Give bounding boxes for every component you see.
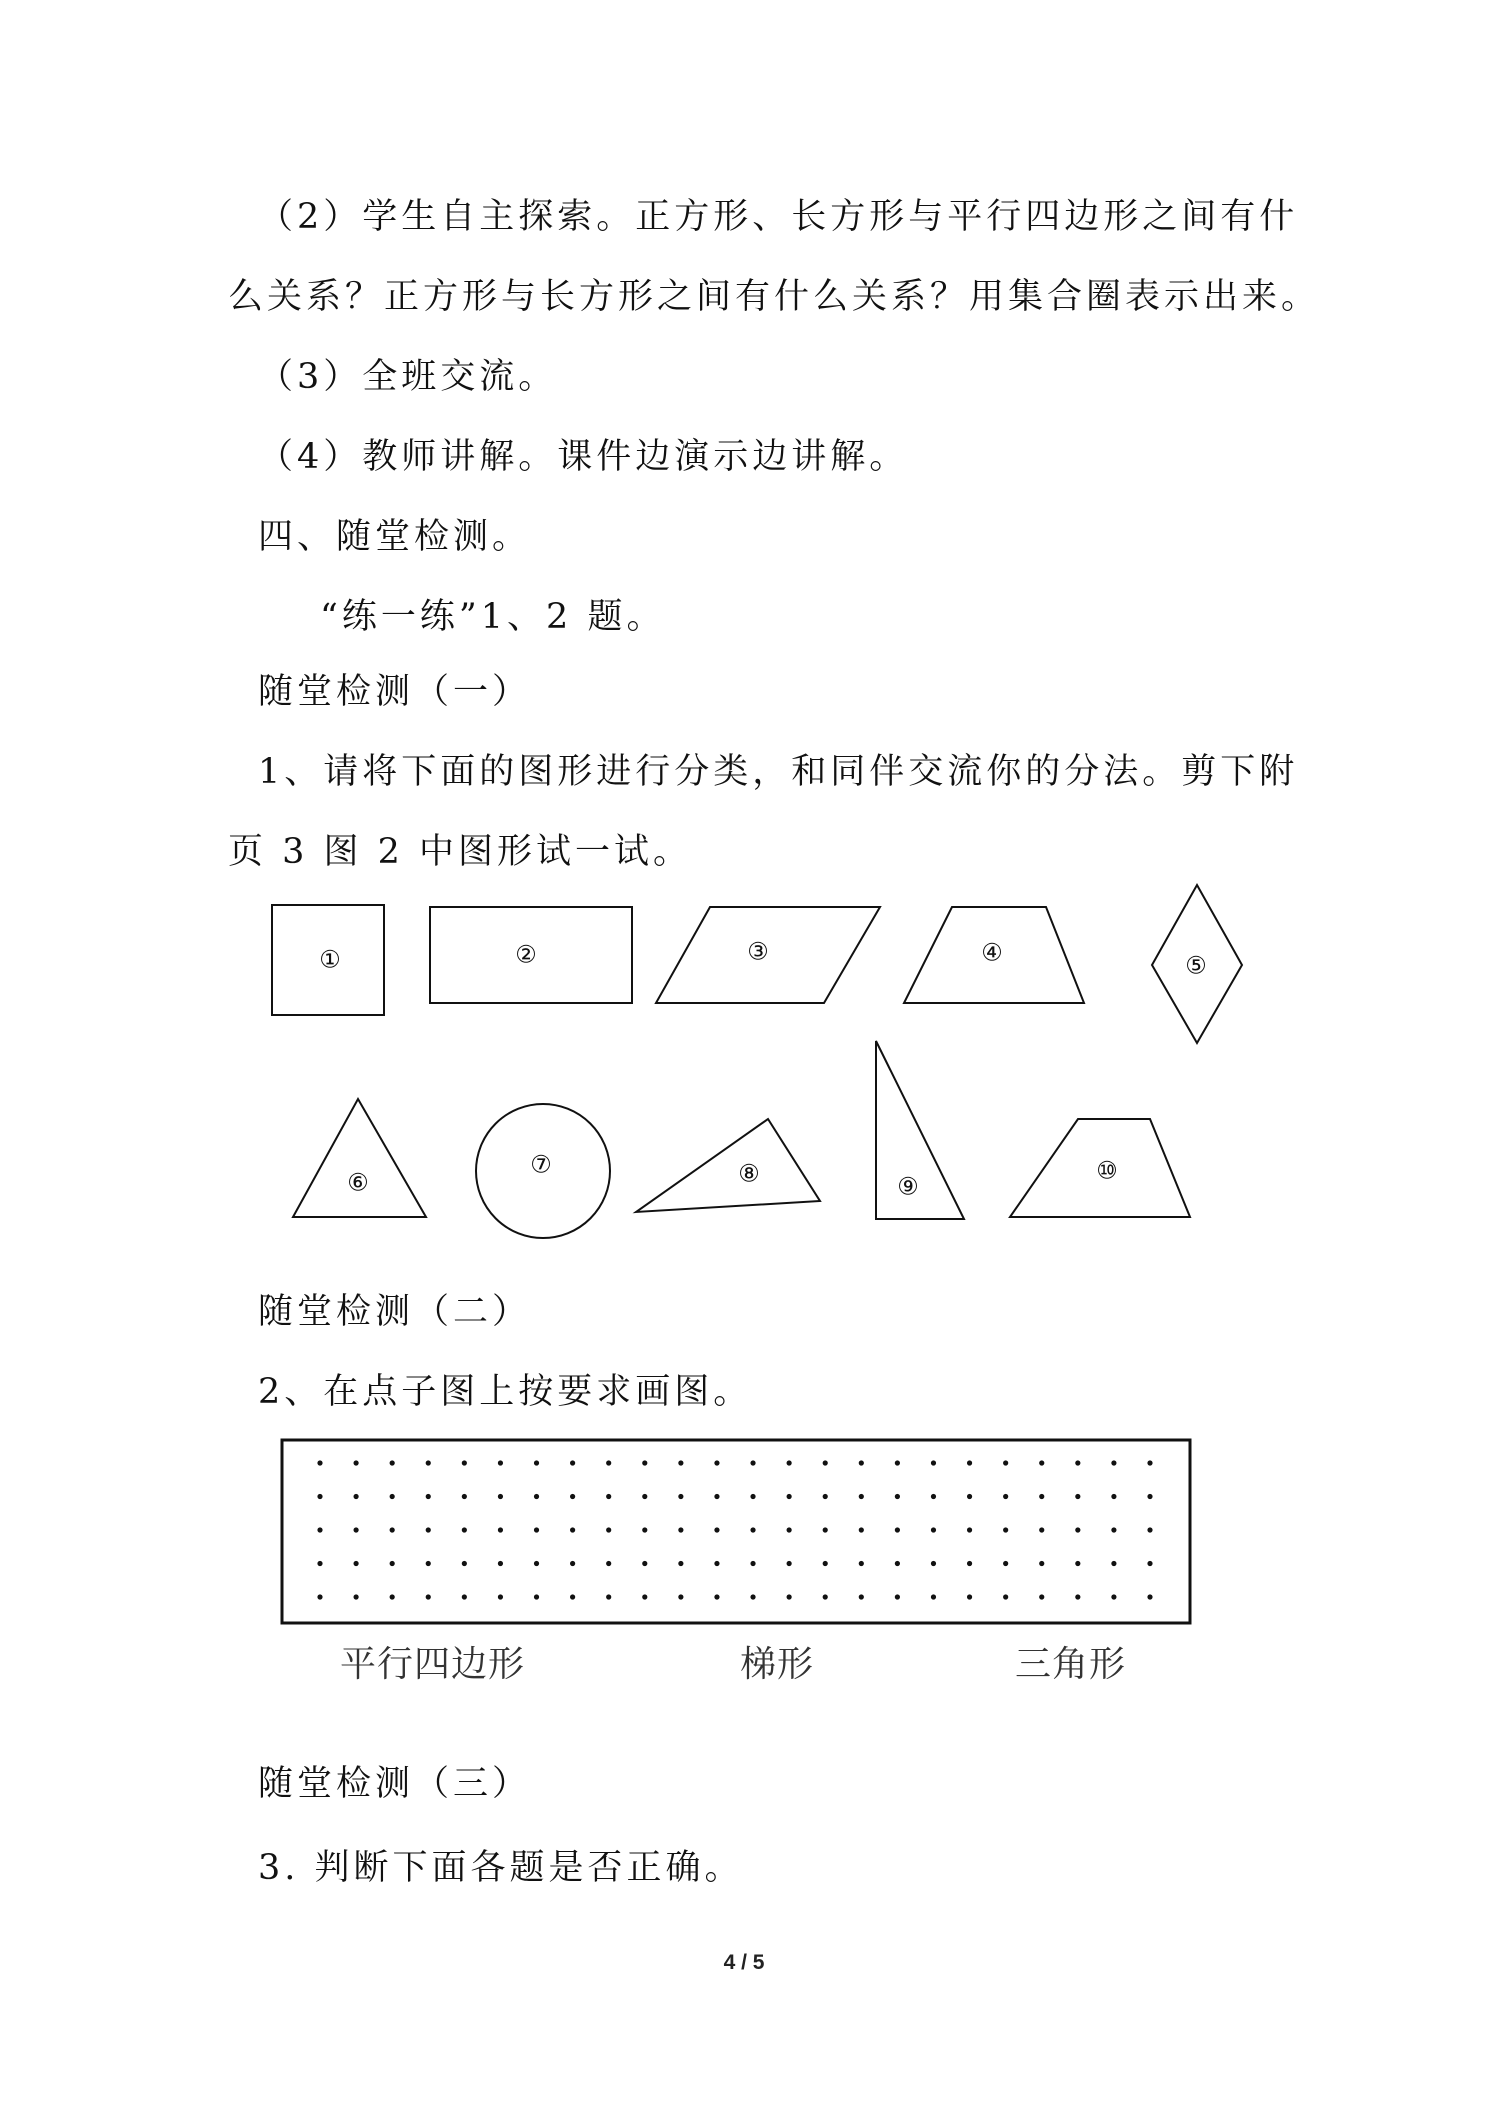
question-3: 3. 判断下面各题是否正确。 [258,1848,744,1888]
grid-dot [390,1494,395,1499]
grid-dot [426,1527,431,1532]
grid-dot [714,1460,719,1465]
grid-dot [606,1561,611,1566]
grid-dot [787,1527,792,1532]
shape-label-5: ⑤ [1185,951,1207,980]
shapes-figure [0,875,1488,1235]
grid-dot [1147,1494,1152,1499]
grid-dot [750,1460,755,1465]
grid-dot [642,1594,647,1599]
grid-dot [859,1594,864,1599]
grid-dot [967,1594,972,1599]
grid-dot [859,1527,864,1532]
grid-dot [967,1460,972,1465]
grid-dot [1003,1561,1008,1566]
grid-dot [895,1460,900,1465]
paragraph-step-2-line-2: 么关系？正方形与长方形之间有什么关系？用集合圈表示出来。 [228,277,1321,317]
grid-dot [534,1594,539,1599]
quiz-heading-2: 随堂检测（二） [258,1292,532,1332]
grid-dot [859,1494,864,1499]
grid-dot [426,1561,431,1566]
grid-dot [1111,1561,1116,1566]
grid-dot [931,1494,936,1499]
grid-dot [642,1460,647,1465]
question-1-line-2: 页 3 图 2 中图形试一试。 [228,832,693,872]
grid-dot [714,1594,719,1599]
grid-dot [787,1494,792,1499]
grid-dot [1147,1527,1152,1532]
practice-reference: “练一练”1、2 题。 [320,597,666,637]
grid-dot [353,1594,358,1599]
grid-dot [1039,1594,1044,1599]
grid-dot [750,1494,755,1499]
grid-dot [534,1527,539,1532]
grid-dot [714,1561,719,1566]
grid-dot [1111,1527,1116,1532]
grid-dot [678,1594,683,1599]
grid-dot [317,1527,322,1532]
caption-trapezoid: 梯形 [740,1644,815,1685]
grid-dot [1075,1527,1080,1532]
grid-dot [1147,1561,1152,1566]
grid-dot [750,1561,755,1566]
grid-dot [1075,1594,1080,1599]
grid-dot [642,1527,647,1532]
grid-dot [787,1594,792,1599]
obtuse-triangle-shape [636,1119,820,1212]
grid-dot [1039,1494,1044,1499]
grid-dot [787,1561,792,1566]
grid-dot [1039,1527,1044,1532]
grid-dot [462,1460,467,1465]
grid-dot [895,1494,900,1499]
grid-dot [570,1460,575,1465]
grid-dot [353,1527,358,1532]
grid-dot [390,1561,395,1566]
grid-dot [1039,1460,1044,1465]
grid-dot [390,1527,395,1532]
grid-dot [570,1494,575,1499]
grid-dot [895,1561,900,1566]
shape-label-9: ⑨ [897,1172,919,1201]
grid-dot [714,1494,719,1499]
grid-dot [570,1527,575,1532]
grid-dot [1111,1460,1116,1465]
grid-dot [426,1594,431,1599]
grid-dot [967,1527,972,1532]
grid-dot [606,1527,611,1532]
dot-grid-border [282,1440,1190,1623]
shape-label-10: ⑩ [1096,1156,1118,1185]
caption-triangle: 三角形 [1015,1644,1127,1685]
grid-dot [606,1460,611,1465]
grid-dot [1147,1594,1152,1599]
caption-parallelogram: 平行四边形 [340,1644,526,1685]
grid-dot [678,1460,683,1465]
grid-dot [353,1494,358,1499]
grid-dot [750,1527,755,1532]
grid-dot [895,1527,900,1532]
grid-dot [1003,1494,1008,1499]
grid-dot [426,1460,431,1465]
grid-dot [823,1460,828,1465]
grid-dot [1003,1594,1008,1599]
page-number: 4 / 5 [723,1951,765,1974]
grid-dot [714,1527,719,1532]
grid-dot [1075,1561,1080,1566]
grid-dot [317,1561,322,1566]
grid-dot [498,1594,503,1599]
grid-dot [787,1460,792,1465]
shape-label-8: ⑧ [738,1159,760,1188]
grid-dot [570,1594,575,1599]
grid-dot [462,1561,467,1566]
dot-grid [0,1430,1488,1630]
grid-dot [967,1494,972,1499]
grid-dot [750,1594,755,1599]
grid-dot [1075,1494,1080,1499]
grid-dot [931,1594,936,1599]
quiz-heading-3: 随堂检测（三） [258,1764,532,1804]
grid-dot [823,1527,828,1532]
grid-dot [895,1594,900,1599]
grid-dot [462,1494,467,1499]
grid-dot [353,1561,358,1566]
grid-dot [390,1460,395,1465]
paragraph-step-4: （4）教师讲解。课件边演示边讲解。 [258,437,909,477]
grid-dot [823,1494,828,1499]
grid-dot [317,1460,322,1465]
grid-dot [426,1494,431,1499]
grid-dot [1003,1527,1008,1532]
question-1-line-1: 1、请将下面的图形进行分类，和同伴交流你的分法。剪下附 [258,752,1299,792]
grid-dot [678,1527,683,1532]
grid-dot [823,1561,828,1566]
grid-dot [534,1460,539,1465]
grid-dot [498,1460,503,1465]
shape-label-7: ⑦ [530,1150,552,1179]
shape-label-3: ③ [747,937,769,966]
grid-dot [931,1527,936,1532]
paragraph-step-2-line-1: （2）学生自主探索。正方形、长方形与平行四边形之间有什 [258,197,1299,237]
grid-dot [1075,1460,1080,1465]
grid-dot [606,1594,611,1599]
grid-dot [642,1494,647,1499]
grid-dot [498,1527,503,1532]
grid-dot [642,1561,647,1566]
paragraph-step-3: （3）全班交流。 [258,357,558,397]
grid-dot [859,1561,864,1566]
grid-dot [353,1460,358,1465]
grid-dot [570,1561,575,1566]
question-2: 2、在点子图上按要求画图。 [258,1372,753,1412]
shape-label-4: ④ [981,938,1003,967]
grid-dot [390,1594,395,1599]
grid-dot [498,1494,503,1499]
grid-dot [1039,1561,1044,1566]
right-triangle-shape [876,1041,964,1219]
grid-dot [678,1494,683,1499]
grid-dot [1111,1494,1116,1499]
grid-dot [462,1527,467,1532]
grid-dot [498,1561,503,1566]
grid-dot [859,1460,864,1465]
grid-dot [606,1494,611,1499]
grid-dot [678,1561,683,1566]
grid-dot [967,1561,972,1566]
grid-dot [534,1494,539,1499]
section-heading-4: 四、随堂检测。 [258,517,532,557]
grid-dot [317,1494,322,1499]
grid-dot [931,1460,936,1465]
grid-dot [317,1594,322,1599]
shape-label-6: ⑥ [347,1168,369,1197]
grid-dot [1003,1460,1008,1465]
quiz-heading-1: 随堂检测（一） [258,672,532,712]
equilateral-triangle-shape [293,1099,426,1217]
grid-dot [1111,1594,1116,1599]
shape-label-2: ② [515,940,537,969]
grid-dot [462,1594,467,1599]
grid-dot [534,1561,539,1566]
grid-dot [1147,1460,1152,1465]
grid-dot [823,1594,828,1599]
grid-dot [931,1561,936,1566]
shape-label-1: ① [319,945,341,974]
